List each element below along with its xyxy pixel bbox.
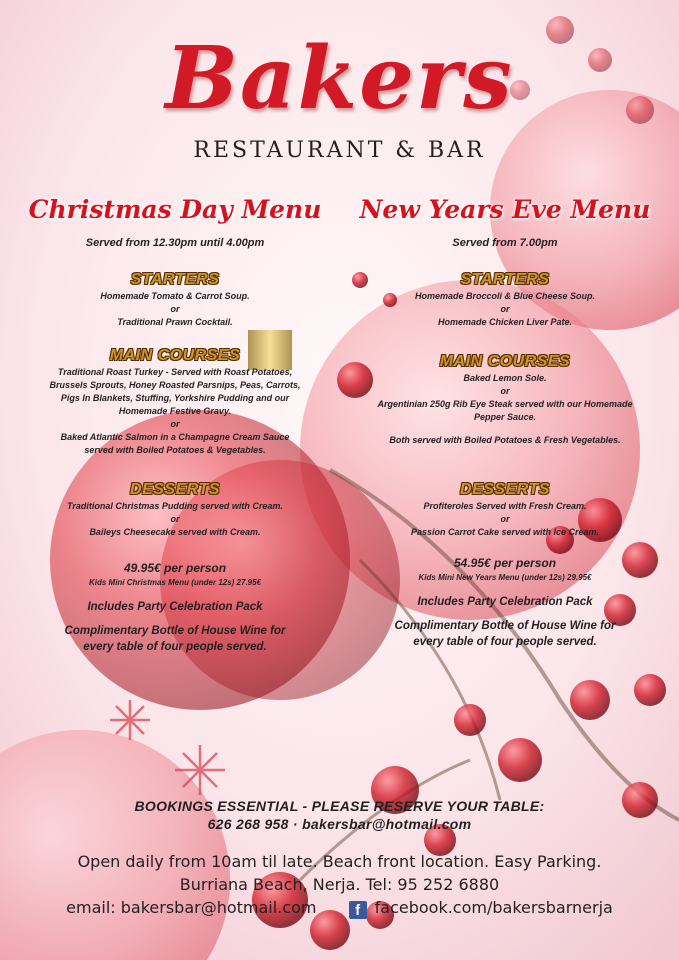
wine-offer-line: every table of four people served. <box>413 636 597 648</box>
logo-subtitle: RESTAURANT & BAR <box>193 138 486 163</box>
list-item: Both served with Boiled Potatoes & Fresh Vegetables. <box>389 435 621 445</box>
list-item: Traditional Prawn Cocktail. <box>117 317 233 327</box>
footer-facebook-link[interactable]: facebook.com/bakersbarnerja <box>374 898 613 917</box>
list-item: Traditional Christmas Pudding served with Cream. <box>67 501 283 511</box>
christmas-starters-heading: STARTERS <box>130 271 220 288</box>
newyear-kids-price: Kids Mini New Years Menu (under 12s) 29.95€ <box>418 573 592 582</box>
list-item: Homemade Chicken Liver Pate. <box>437 317 573 327</box>
christmas-served-time: Served from 12.30pm until 4.00pm <box>85 237 265 249</box>
wine-offer-line: Complimentary Bottle of House Wine for <box>394 620 616 632</box>
list-item: or <box>500 386 510 396</box>
newyear-party-pack: Includes Party Celebration Pack <box>417 596 593 608</box>
newyear-served-time: Served from 7.00pm <box>452 237 558 249</box>
booking-contact: 626 268 958 · bakersbar@hotmail.com <box>207 816 472 832</box>
christmas-wine-offer <box>10 623 340 655</box>
list-item: or <box>170 419 180 429</box>
newyear-desserts-heading: DESSERTS <box>460 481 550 498</box>
list-item: Homemade Broccoli & Blue Cheese Soup. <box>414 291 596 301</box>
booking-notice <box>0 797 679 833</box>
list-item: Profiteroles Served with Fresh Cream. <box>423 501 587 511</box>
wine-offer-line: every table of four people served. <box>83 641 267 653</box>
list-item: Baileys Cheesecake served with Cream. <box>89 527 261 537</box>
footer-info <box>0 852 679 919</box>
christmas-menu-title: Christmas Day Menu <box>28 195 322 224</box>
list-item: Traditional Roast Turkey - Served with Roast Potatoes, <box>57 367 293 377</box>
list-item: Homemade Tomato & Carrot Soup. <box>100 291 250 301</box>
christmas-menu-column <box>10 195 340 655</box>
footer-hours: Open daily from 10am til late. Beach front location. Easy Parking. <box>77 852 602 871</box>
list-item: served with Boiled Potatoes & Vegetables. <box>84 445 266 455</box>
newyear-starters-heading: STARTERS <box>460 271 550 288</box>
christmas-mains-heading: MAIN COURSES <box>109 347 241 364</box>
list-item: Brussels Sprouts, Honey Roasted Parsnips, Peas, Carrots, <box>49 380 301 390</box>
christmas-mains-list <box>10 366 340 457</box>
list-item: Argentinian 250g Rib Eye Steak served with our Homemade <box>377 399 633 409</box>
wine-offer-line: Complimentary Bottle of House Wine for <box>64 625 286 637</box>
christmas-starters-list <box>10 290 340 329</box>
newyear-menu-title: New Years Eve Menu <box>359 195 651 224</box>
newyear-starters-list <box>340 290 670 329</box>
footer-email[interactable]: email: bakersbar@hotmail.com <box>66 898 317 917</box>
newyear-price: 54.95€ per person <box>453 556 557 570</box>
list-item: or <box>500 304 510 314</box>
booking-headline: BOOKINGS ESSENTIAL - PLEASE RESERVE YOUR TABLE: <box>134 798 545 814</box>
list-item: Pigs In Blankets, Stuffing, Yorkshire Pudding and our <box>60 393 290 403</box>
christmas-price: 49.95€ per person <box>123 561 227 575</box>
footer-address: Burriana Beach, Nerja. Tel: 95 252 6880 <box>179 875 500 894</box>
newyear-wine-offer <box>340 618 670 650</box>
list-item: Baked Atlantic Salmon in a Champagne Cream Sauce <box>60 432 290 442</box>
list-item: Homemade Festive Gravy. <box>118 406 232 416</box>
christmas-party-pack: Includes Party Celebration Pack <box>87 601 263 613</box>
footer-contact-row <box>0 898 679 919</box>
facebook-icon: f <box>349 901 367 919</box>
newyear-mains-heading: MAIN COURSES <box>439 353 571 370</box>
christmas-desserts-list <box>10 500 340 539</box>
newyear-desserts-list <box>340 500 670 539</box>
list-item: or <box>170 304 180 314</box>
christmas-desserts-heading: DESSERTS <box>130 481 220 498</box>
newyear-menu-column <box>340 195 670 650</box>
list-item: Passion Carrot Cake served with Ice Cream. <box>410 527 600 537</box>
list-item: Baked Lemon Sole. <box>463 373 547 383</box>
list-item: or <box>170 514 180 524</box>
newyear-mains-list <box>340 372 670 447</box>
logo-wordmark: Bakers <box>165 28 514 129</box>
list-item: or <box>500 514 510 524</box>
christmas-kids-price: Kids Mini Christmas Menu (under 12s) 27.95€ <box>88 578 262 587</box>
list-item: Pepper Sauce. <box>473 412 537 422</box>
